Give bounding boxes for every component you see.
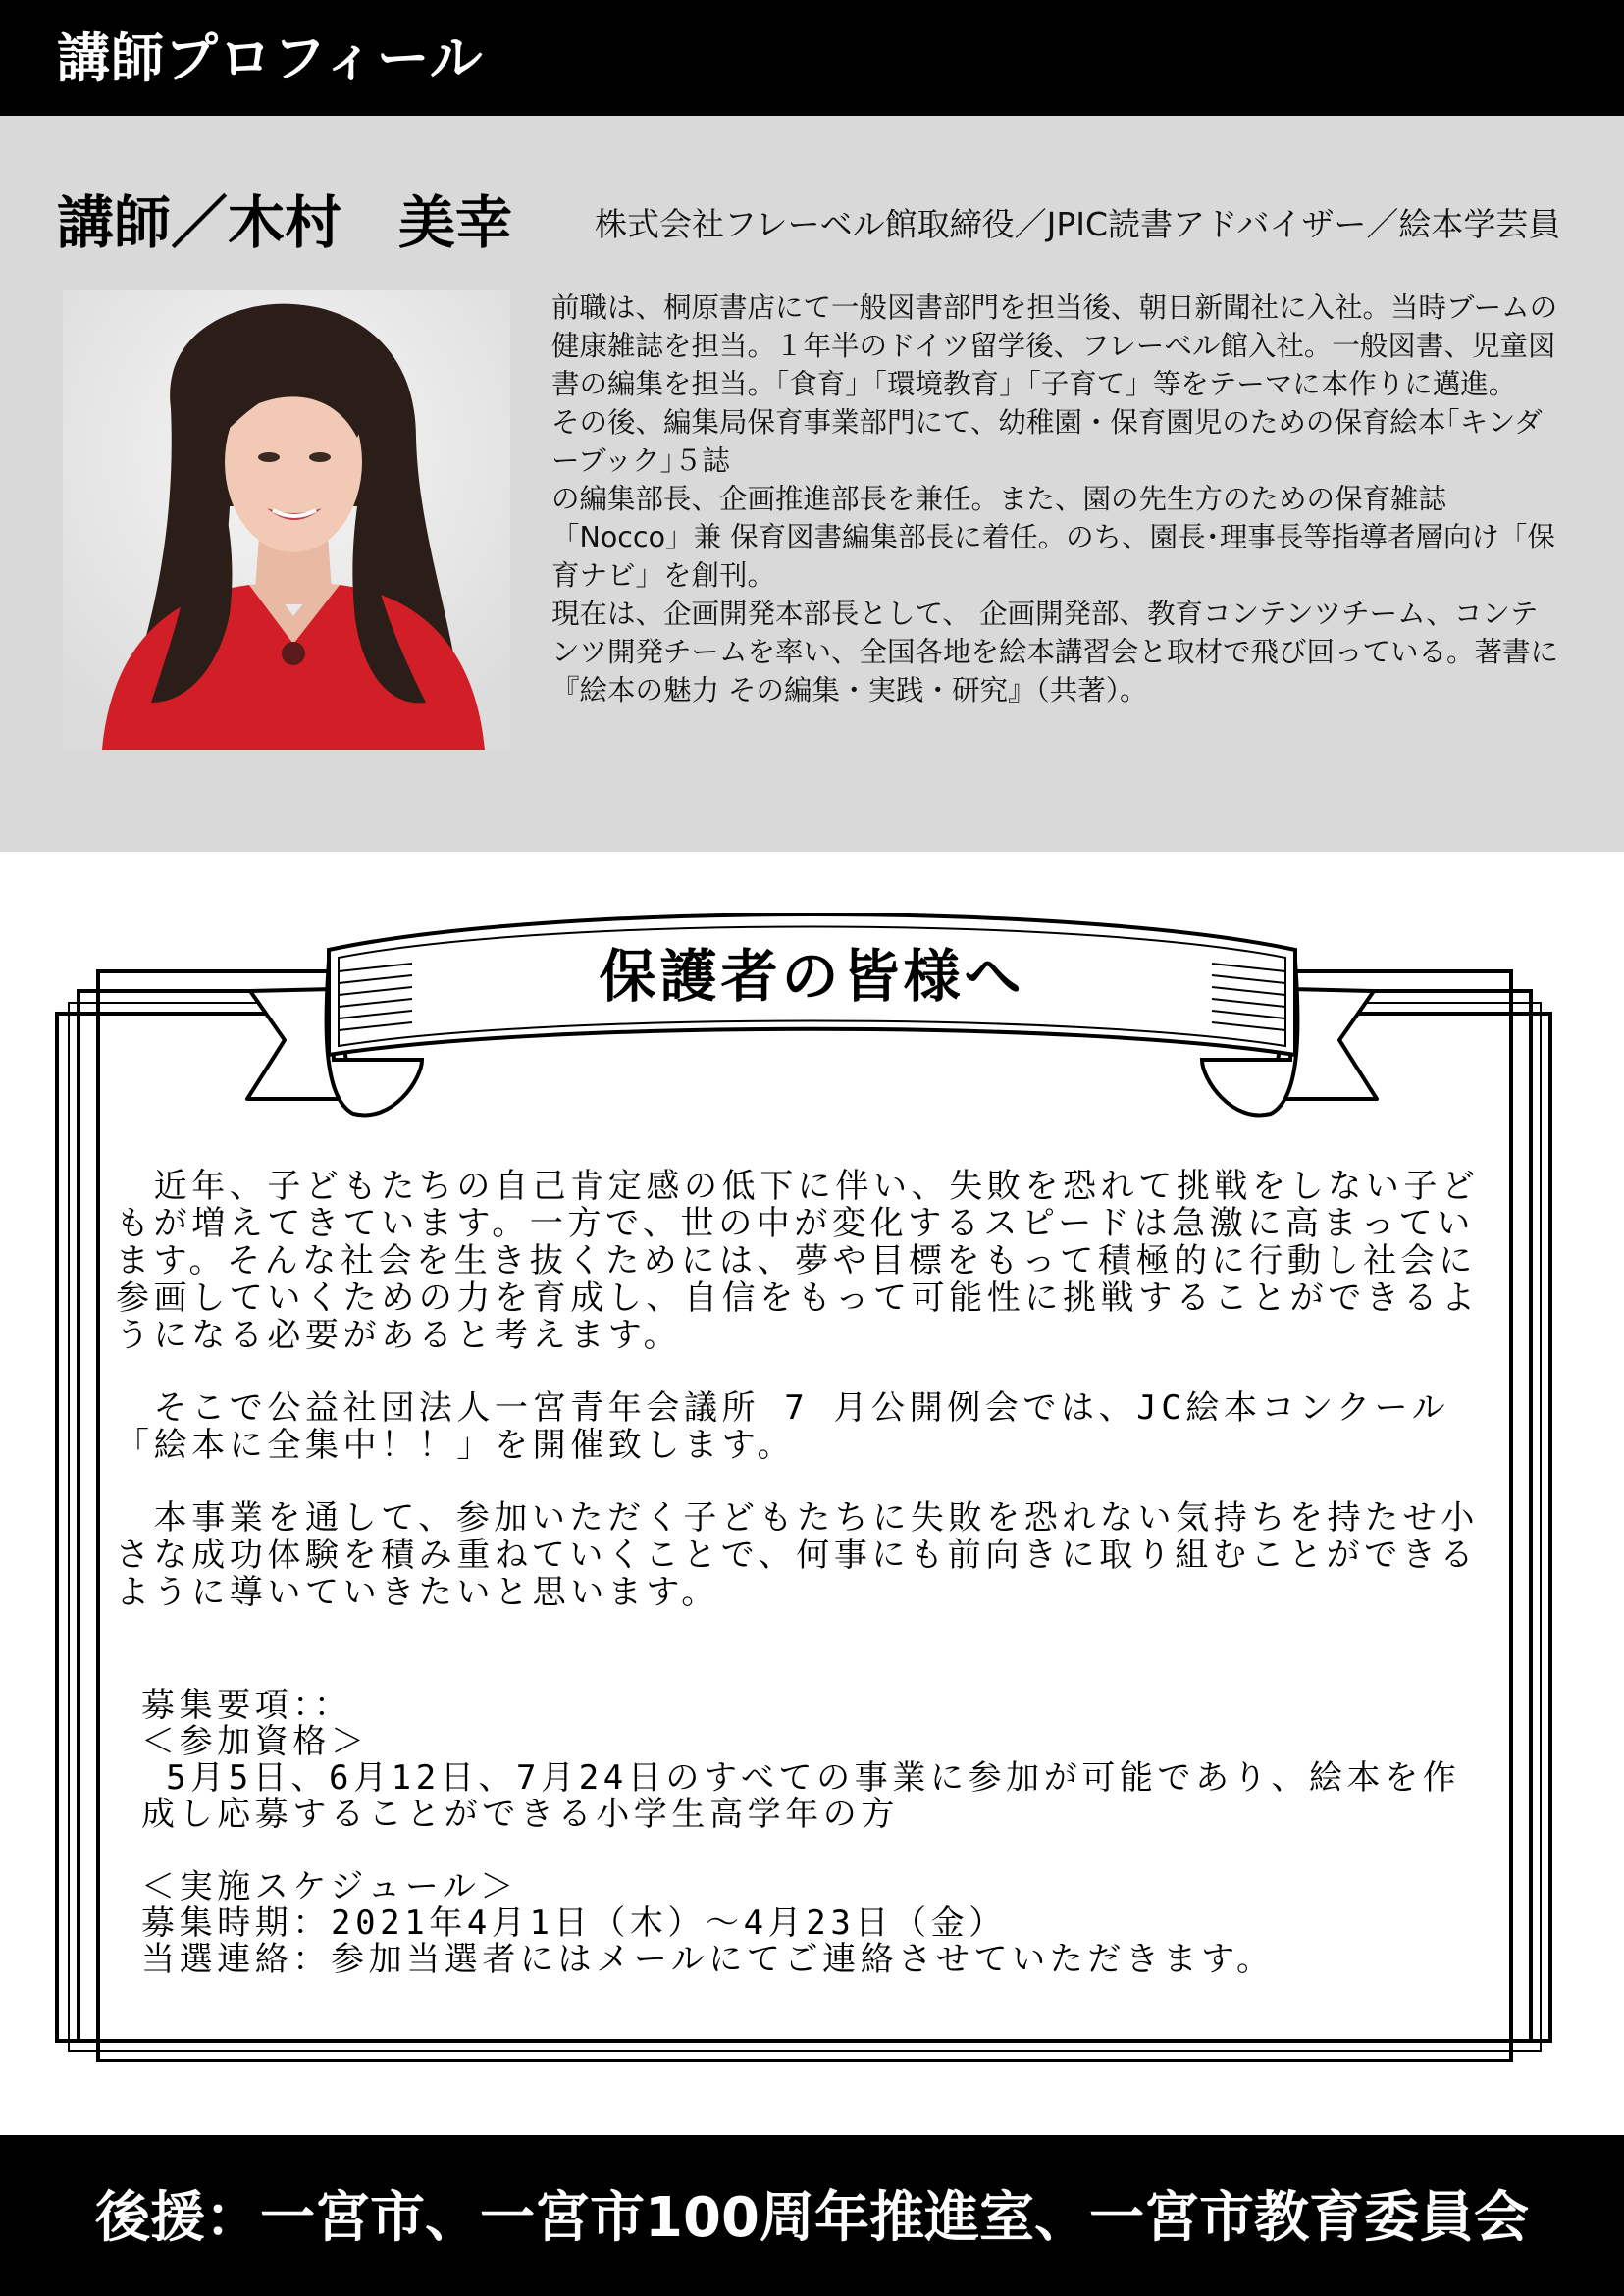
bio-paragraph: 前職は、桐原書店にて一般図書部門を担当後、朝日新聞社に入社。当時ブームの健康雑誌を担当。１年半のドイツ留学後、フレーベル館入社。一般図書、児童図書の編集を担当。「食育」「環境教育」「子育て」等をテーマに本作りに邁進。 xyxy=(551,291,1558,400)
instructor-name: 講師／木村 美幸 xyxy=(57,189,513,256)
instructor-profile-section xyxy=(0,116,1624,852)
instructor-bio xyxy=(551,288,1558,709)
recruitment-heading: 募集要項：： xyxy=(141,1686,352,1725)
eligibility-text: 5月5日、6月12日、7月24日のすべての事業に参加が可能であり、絵本を作成し応募することができる小学生高学年の方 xyxy=(141,1758,1461,1834)
message-frame xyxy=(0,913,1624,2070)
footer-bar xyxy=(0,2135,1624,2296)
recruitment-details xyxy=(141,1688,1466,1978)
page-title: 講師プロフィール xyxy=(57,27,484,89)
portrait-image xyxy=(63,290,510,750)
eligibility-heading: ＜参加資格＞ xyxy=(141,1722,369,1761)
bio-paragraph: その後、編集局保育事業部門にて、幼稚園・保育園児のための保育絵本｢キンダーブック｣５誌 xyxy=(551,406,1543,477)
message-paragraph: そこで公益社団法人一宮青年会議所 7 月公開例会では、JC絵本コンクール「絵本に全集中！！」を開催致します。 xyxy=(116,1388,1450,1465)
banner-title: 保護者の皆様へ xyxy=(599,943,1025,1010)
message-paragraph: 本事業を通して、参加いただく子どもたちに失敗を恐れない気持ちを持たせ小さな成功体験を積み重ねていくことで、何事にも前向きに取り組むことができるように導いていきたいと思います。 xyxy=(116,1498,1479,1612)
message-body xyxy=(116,1168,1509,1646)
bio-paragraph: の編集部長、企画推進部長を兼任。また、園の先生方のための保育雑誌「Nocco」兼 保育図書編集部長に着任。のち、園長･理事長等指導者層向け「保育ナビ」を創刊。 xyxy=(551,483,1555,592)
bio-paragraph: 現在は、企画開発本部長として、 企画開発部、教育コンテンツチーム、コンテンツ開発チームを率い、全国各地を絵本講習会と取材で飛び回っている。著書に『絵本の魅力 その編集・実践・研究』（共著）。 xyxy=(551,598,1559,706)
spacer xyxy=(141,1833,1466,1869)
recruitment-period: 募集時期：2021年4月1日（木）～4月23日（金） xyxy=(141,1904,1007,1943)
header-bar xyxy=(0,0,1624,116)
instructor-photo xyxy=(63,290,510,750)
message-paragraph: 近年、子どもたちの自己肯定感の低下に伴い、失敗を恐れて挑戦をしない子どもが増えてきています。一方で、世の中が変化するスピードは急激に高まっています。そんな社会を生き抜くためには、夢や目標をもって積極的に行動し社会に参画していくための力を育成し、自信をもって可能性に挑戦することができるようになる必要があると考えます。 xyxy=(116,1167,1480,1355)
winner-notice: 当選連絡：参加当選者にはメールにてご連絡させていただきます。 xyxy=(141,1940,1275,1979)
sponsors-text: 後援：一宮市、一宮市100周年推進室、一宮市教育委員会 xyxy=(95,2186,1529,2250)
schedule-heading: ＜実施スケジュール＞ xyxy=(141,1867,518,1906)
instructor-roles: 株式会社フレーベル館取締役／JPIC読書アドバイザー／絵本学芸員 xyxy=(595,205,1561,243)
